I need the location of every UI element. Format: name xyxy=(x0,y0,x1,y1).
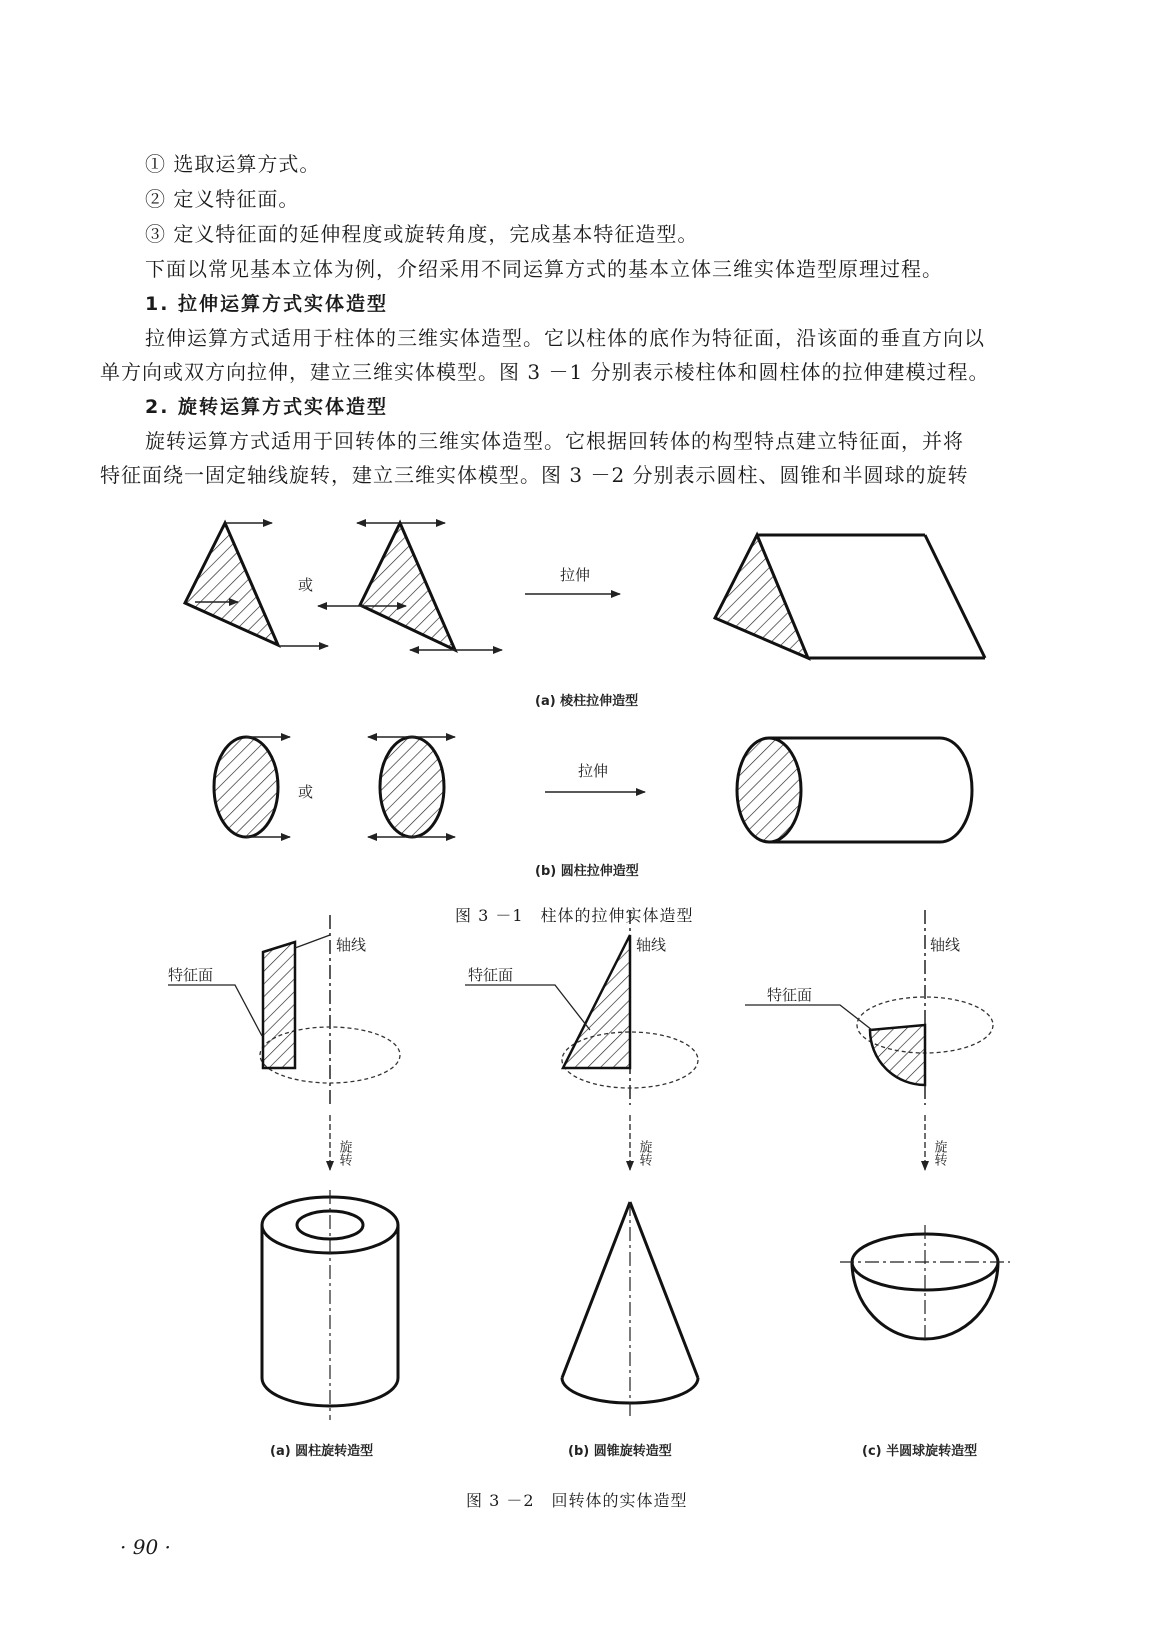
fig2c-axis-label: 轴线 xyxy=(930,936,961,954)
fig2a-rotate-label: 旋转 xyxy=(336,1140,352,1166)
fig1b-subcaption: (b) 圆柱拉伸造型 xyxy=(535,864,639,879)
fig2b-cone xyxy=(562,1202,698,1420)
fig2c-feature-label: 特征面 xyxy=(767,986,813,1004)
fig1b-stretch-label: 拉伸 xyxy=(578,762,609,780)
fig1b-ellipse-right xyxy=(368,737,455,837)
fig1a-subcaption: (a) 棱柱拉伸造型 xyxy=(535,694,639,709)
heading-stretch: 1. 拉伸运算方式实体造型 xyxy=(145,293,389,315)
fig2a-cylinder xyxy=(262,1190,398,1420)
figure2-caption: 图 3 －2 回转体的实体造型 xyxy=(466,1491,688,1510)
fig1a-triangle-right xyxy=(318,523,502,650)
para-stretch-line-1: 拉伸运算方式适用于柱体的三维实体造型。它以柱体的底作为特征面，沿该面的垂直方向以 xyxy=(145,326,985,350)
para-rotate-line-2: 特征面绕一固定轴线旋转，建立三维实体模型。图 3 －2 分别表示圆柱、圆锥和半圆球的旋转 xyxy=(100,463,969,487)
fig2b-feature-label: 特征面 xyxy=(468,966,514,984)
fig2c-rotate-label: 旋转 xyxy=(931,1140,947,1166)
page-number: · 90 · xyxy=(120,1535,171,1559)
fig2a-axis-label: 轴线 xyxy=(336,936,367,954)
fig1a-stretch-label: 拉伸 xyxy=(560,566,591,584)
fig2b-rotate-label: 旋转 xyxy=(636,1140,652,1166)
fig2b-subcaption: (b) 圆锥旋转造型 xyxy=(568,1444,672,1459)
fig2c-subcaption: (c) 半圆球旋转造型 xyxy=(862,1444,978,1459)
step-2: ② 定义特征面。 xyxy=(145,187,300,211)
para-stretch-line-2: 单方向或双方向拉伸，建立三维实体模型。图 3 －1 分别表示棱柱体和圆柱体的拉伸建模过程。 xyxy=(100,360,990,384)
fig1b-cylinder xyxy=(737,738,972,842)
step-1: ① 选取运算方式。 xyxy=(145,152,321,176)
fig2a-feature-label: 特征面 xyxy=(168,966,214,984)
figure1-caption: 图 3 －1 柱体的拉伸实体造型 xyxy=(455,906,694,925)
fig2c-hemisphere xyxy=(840,1225,1010,1340)
para-rotate-line-1: 旋转运算方式适用于回转体的三维实体造型。它根据回转体的构型特点建立特征面，并将 xyxy=(145,429,964,453)
intro-paragraph: 下面以常见基本立体为例，介绍采用不同运算方式的基本立体三维实体造型原理过程。 xyxy=(145,257,943,281)
fig1a-prism xyxy=(715,535,985,658)
step-3: ③ 定义特征面的延伸程度或旋转角度，完成基本特征造型。 xyxy=(145,222,699,246)
heading-rotate: 2. 旋转运算方式实体造型 xyxy=(145,396,389,418)
fig2b-axis-label: 轴线 xyxy=(636,936,667,954)
fig1b-ellipse-left xyxy=(214,737,290,837)
fig2a-subcaption: (a) 圆柱旋转造型 xyxy=(270,1444,374,1459)
fig1a-or-label: 或 xyxy=(298,576,314,594)
fig1b-or-label: 或 xyxy=(298,783,314,801)
